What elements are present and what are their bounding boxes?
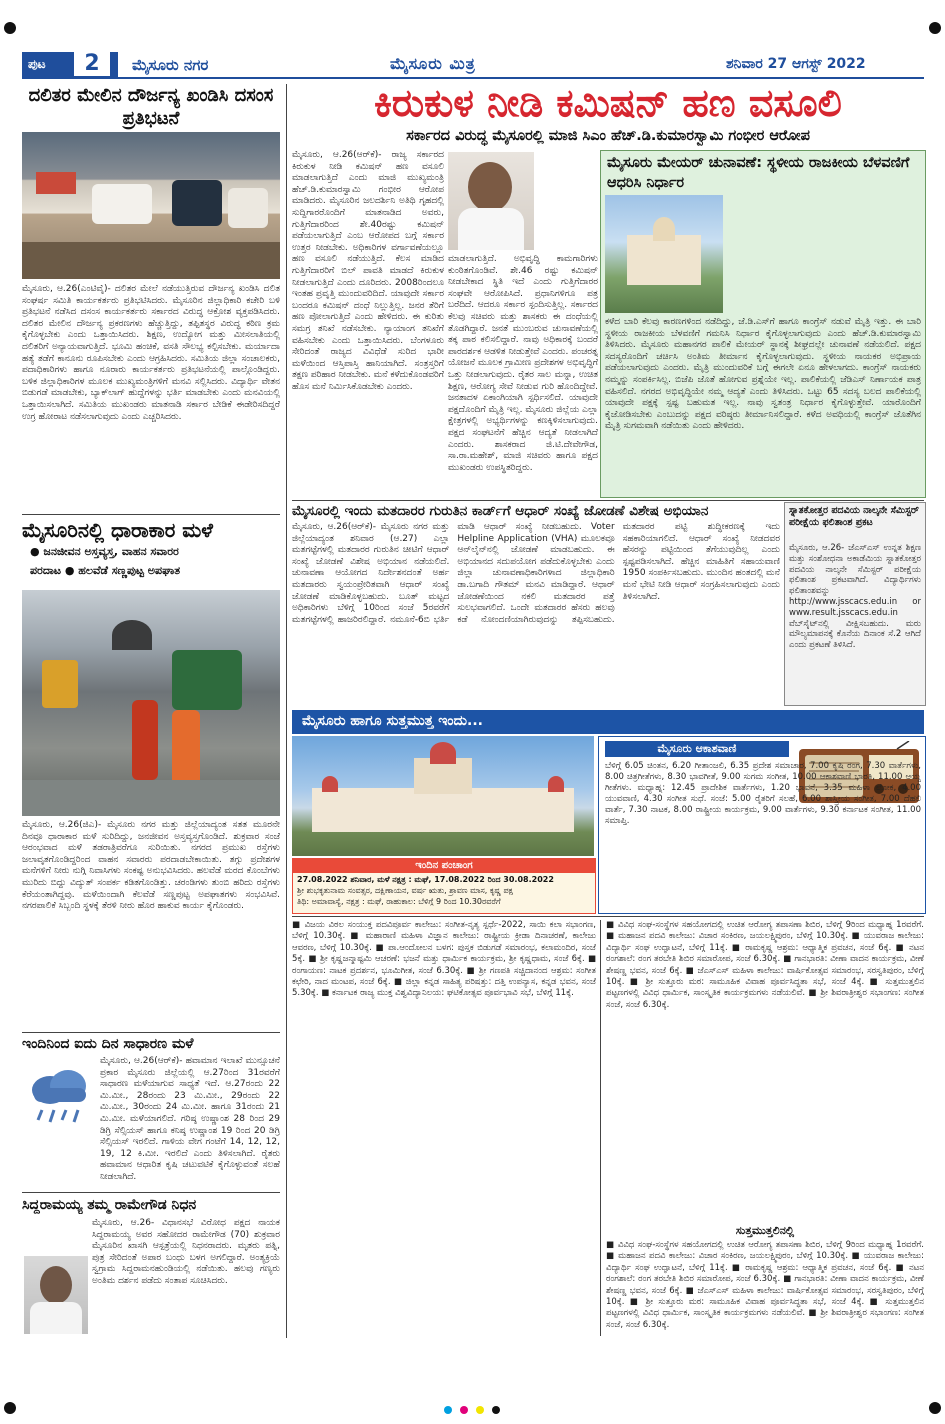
page-label: ಪುಟ	[28, 57, 46, 71]
issue-date: ಶನಿವಾರ 27 ಆಗಸ್ಟ್ 2022	[726, 56, 866, 72]
rain-subheading-1: ● ಜನಜೀವನ ಅಸ್ತವ್ಯಸ್ತ, ವಾಹನ ಸವಾರರ	[30, 545, 179, 558]
left-divider-1	[22, 514, 280, 515]
events-list-left: ■ ವಿಜಯ ವಿಠಲ ಸಂಯುಕ್ತ ಪದವಿಪೂರ್ವ ಕಾಲೇಜು: ಸಂಗೀತ-ನೃತ್ಯ ಸ್ಪರ್ಧೆ-2022, ಸಾಯಿ ಕಲಾ ಸಭಾಂಗಣ, ಬೆಳಿಗ್ಗೆ 10.30ಕ್ಕೆ. ■ ಮಹಾರಾಣಿ ಮಹಿಳಾ ವಿಜ್ಞಾನ ಕಾಲೇಜು: ರಾಷ್ಟ್ರೀಯ ಕ್ರೀಡಾ ದಿನಾಚರಣೆ, ಕಾಲೇಜು ಆವರಣ, ಬೆಳಿಗ್ಗೆ 10.30ಕ್ಕೆ. ■ ಪಾ.ಆಂದೋಲನ ಬಳಗ: ಪುಸ್ತಕ ಬಿಡುಗಡೆ ಸಮಾರಂಭ, ಕಲಾಮಂದಿರ, ಸಂಜೆ 5ಕ್ಕೆ. ■ ಶ್ರೀ ಕೃಷ್ಣಜನ್ಮಾಷ್ಟಮಿ ಆಚರಣೆ: ಭಜನೆ ಮತ್ತು ಧಾರ್ಮಿಕ ಕಾರ್ಯಕ್ರಮ, ಶ್ರೀ ಕೃಷ್ಣಧಾಮ, ಸಂಜೆ 6ಕ್ಕೆ. ■ ರಂಗಾಯಣ: ನಾಟಕ ಪ್ರದರ್ಶನ, ಭೂಮಿಗೀತ, ಸಂಜೆ 6.30ಕ್ಕೆ. ■ ಶ್ರೀ ಗಣಪತಿ ಸಚ್ಚಿದಾನಂದ ಆಶ್ರಮ: ಸಂಗೀತ ಕಛೇರಿ, ನಾದ ಮಂಟಪ, ಸಂಜೆ 6ಕ್ಕೆ. ■ ಜಿಲ್ಲಾ ಕನ್ನಡ ಸಾಹಿತ್ಯ ಪರಿಷತ್ತು: ದತ್ತಿ ಉಪನ್ಯಾಸ, ಕನ್ನಡ ಭವನ, ಸಂಜೆ 5.30ಕ್ಕೆ. ■ ಕರ್ನಾಟಕ ರಾಜ್ಯ ಮುಕ್ತ ವಿಶ್ವವಿದ್ಯಾನಿಲಯ: ಘಟಿಕೋತ್ಸವ ಪೂರ್ವಭಾವಿ ಸಭೆ, ಬೆಳಿಗ್ಗೆ 11ಕ್ಕೆ.	[292, 920, 596, 999]
obituary-portrait	[24, 1256, 88, 1334]
events-column-rule	[600, 920, 601, 1336]
section-title: ಮೈಸೂರು ನಗರ	[132, 56, 209, 74]
mayor-election-headline: ಮೈಸೂರು ಮೇಯರ್ ಚುನಾವಣೆ: ಸ್ಥಳೀಯ ರಾಜಕೀಯ ಬೆಳವಣಿಗೆ ಆಧರಿಸಿ ನಿರ್ಧಾರ	[607, 155, 910, 191]
lead-body-col1: ಮೈಸೂರು, ಆ.26(ಆರ್‌ಕೆ)- ರಾಜ್ಯ ಸರ್ಕಾರದ ಕಿರುಕುಳ ನೀಡಿ ಕಮಿಷನ್ ಹಣ ವಸೂಲಿ ಮಾಡಲಾಗುತ್ತಿದೆ ಎಂದು ಮಾಜಿ ಮುಖ್ಯಮಂತ್ರಿ ಹೆಚ್.ಡಿ.ಕುಮಾರಸ್ವಾಮಿ ಗಂಭೀರ ಆರೋಪ ಮಾಡಿದರು. ಮೈಸೂರಿನ ಜಲದರ್ಶಿನಿ ಅತಿಥಿ ಗೃಹದಲ್ಲಿ ಸುದ್ದಿಗಾರರೊಂದಿಗೆ ಮಾತನಾಡಿದ ಅವರು, ಗುತ್ತಿಗೆದಾರರಿಂದ ಶೇ.40ರಷ್ಟು ಕಮಿಷನ್ ಪಡೆಯಲಾಗುತ್ತಿದೆ ಎಂಬ ಆರೋಪದ ಬಗ್ಗೆ ಸರ್ಕಾರ ಉತ್ತರ ನೀಡಬೇಕು. ಅಧಿಕಾರಿಗಳ ವರ್ಗಾವಣೆಯಲ್ಲೂ ಹಣ ವಸೂಲಿ ನಡೆಯುತ್ತಿದೆ. ಕೆಲಸ ಮಾಡಿದ ಗುತ್ತಿಗೆದಾರರಿಗೆ ಬಿಲ್ ಪಾವತಿ ಮಾಡದೆ ಕಿರುಕುಳ ನೀಡಲಾಗುತ್ತಿದೆ ಎಂದು ದೂರಿದರು. 2008ರಿಂದಲೂ ಇಂತಹ ಪ್ರವೃತ್ತಿ ಮುಂದುವರಿದಿದೆ. ಯಾವುದೇ ಸರ್ಕಾರ ಬಂದರೂ ಕಮಿಷನ್ ದಂಧೆ ನಿಲ್ಲುತ್ತಿಲ್ಲ. ಜನರ ತೆರಿಗೆ ಹಣ ಪೋಲಾಗುತ್ತಿದೆ ಎಂದು ಹೇಳಿದರು. ಈ ಕುರಿತು ಸಮಗ್ರ ತನಿಖೆ ನಡೆಸಬೇಕು. ನ್ಯಾಯಾಂಗ ತನಿಖೆಗೆ ವಹಿಸಬೇಕು ಎಂದು ಒತ್ತಾಯಿಸಿದರು. ಬೆಂಗಳೂರು ಸೇರಿದಂತೆ ರಾಜ್ಯದ ವಿವಿಧೆಡೆ ಸುರಿದ ಭಾರೀ ಮಳೆಯಿಂದ ಆಸ್ತಿಪಾಸ್ತಿ ಹಾನಿಯಾಗಿದೆ. ಸಂತ್ರಸ್ತರಿಗೆ ತಕ್ಷಣ ಪರಿಹಾರ ನೀಡಬೇಕು. ಮನೆ ಕಳೆದುಕೊಂಡವರಿಗೆ ಹೊಸ ಮನೆ ನಿರ್ಮಿಸಿಕೊಡಬೇಕು ಎಂದರು.	[292, 150, 444, 392]
kumaraswamy-photo	[448, 152, 534, 250]
registration-mark	[4, 1402, 16, 1414]
masthead-rule	[22, 77, 924, 79]
palace-photo	[292, 736, 594, 856]
protest-photo	[22, 132, 280, 279]
panchanga-line-2: ಶ್ರೀ ಶುಭಕೃತುನಾಮ ಸಂವತ್ಸರ, ದಕ್ಷಿಣಾಯನ, ವರ್ಷ ಋತು, ಶ್ರಾವಣ ಮಾಸ, ಕೃಷ್ಣ ಪಕ್ಷ	[297, 886, 513, 895]
left-divider-2	[22, 1032, 280, 1033]
masthead	[22, 52, 924, 78]
registration-mark	[4, 22, 16, 34]
lead-body-col2: ಮಾಡಲಾಗುತ್ತಿದೆ. ಅಭಿವೃದ್ಧಿ ಕಾಮಗಾರಿಗಳು ಕುಂಠಿತಗೊಂಡಿವೆ. ಶೇ.46 ರಷ್ಟು ಕಮಿಷನ್ ನೀಡಬೇಕಾದ ಸ್ಥಿತಿ ಇದೆ ಎಂದು ಗುತ್ತಿಗೆದಾರರ ಸಂಘವೇ ಆರೋಪಿಸಿದೆ. ಪ್ರಧಾನಿಗಳಿಗೂ ಪತ್ರ ಬರೆದಿದೆ. ಆದರೂ ಸರ್ಕಾರ ಸ್ಪಂದಿಸುತ್ತಿಲ್ಲ. ಸರ್ಕಾರದ ಕೆಲವು ಸಚಿವರು ಮತ್ತು ಶಾಸಕರು ಈ ದಂಧೆಯಲ್ಲಿ ತೊಡಗಿದ್ದಾರೆ. ಜನತೆ ಮುಂಬರುವ ಚುನಾವಣೆಯಲ್ಲಿ ತಕ್ಕ ಪಾಠ ಕಲಿಸಲಿದ್ದಾರೆ. ನಾವು ಅಧಿಕಾರಕ್ಕೆ ಬಂದರೆ ಪಾರದರ್ಶಕ ಆಡಳಿತ ನೀಡುತ್ತೇವೆ ಎಂದರು. ಪಂಚರತ್ನ ಯೋಜನೆ ಮೂಲಕ ಗ್ರಾಮೀಣ ಪ್ರದೇಶಗಳ ಅಭಿವೃದ್ಧಿಗೆ ಒತ್ತು ನೀಡಲಾಗುವುದು. ರೈತರ ಸಾಲ ಮನ್ನಾ, ಉಚಿತ ಶಿಕ್ಷಣ, ಆರೋಗ್ಯ ಸೇವೆ ನೀಡುವ ಗುರಿ ಹೊಂದಿದ್ದೇವೆ. ಜನತಾದಳ ಏಕಾಂಗಿಯಾಗಿ ಸ್ಪರ್ಧಿಸಲಿದೆ. ಯಾವುದೇ ಪಕ್ಷದೊಂದಿಗೆ ಮೈತ್ರಿ ಇಲ್ಲ. ಮೈಸೂರು ಜಿಲ್ಲೆಯ ಎಲ್ಲಾ ಕ್ಷೇತ್ರಗಳಲ್ಲಿ ಅಭ್ಯರ್ಥಿಗಳನ್ನು ಕಣಕ್ಕಿಳಿಸಲಾಗುವುದು. ಪಕ್ಷದ ಸಂಘಟನೆಗೆ ಹೆಚ್ಚಿನ ಆದ್ಯತೆ ನೀಡಲಾಗಿದೆ ಎಂದರು. ಶಾಸಕರಾದ ಜಿ.ಟಿ.ದೇವೇಗೌಡ, ಸಾ.ರಾ.ಮಹೇಶ್, ಮಾಜಿ ಸಚಿವರು ಹಾಗೂ ಪಕ್ಷದ ಮುಖಂಡರು ಉಪಸ್ಥಿತರಿದ್ದರು.	[448, 254, 598, 473]
rain-body: ಮೈಸೂರು, ಆ.26(ಜಿಎ)- ಮೈಸೂರು ನಗರ ಮತ್ತು ಜಿಲ್ಲೆಯಾದ್ಯಂತ ಸತತ ಮೂರನೇ ದಿನವೂ ಧಾರಾಕಾರ ಮಳೆ ಸುರಿದಿದ್ದು, ಜನಜೀವನ ಅಸ್ತವ್ಯಸ್ತಗೊಂಡಿದೆ. ಶುಕ್ರವಾರ ಸಂಜೆ ಆರಂಭವಾದ ಮಳೆ ತಡರಾತ್ರಿವರೆಗೂ ಸುರಿಯಿತು. ನಗರದ ಪ್ರಮುಖ ರಸ್ತೆಗಳು ಜಲಾವೃತಗೊಂಡಿದ್ದರಿಂದ ವಾಹನ ಸವಾರರು ಪರದಾಡಬೇಕಾಯಿತು. ತಗ್ಗು ಪ್ರದೇಶಗಳ ಮನೆಗಳಿಗೆ ನೀರು ನುಗ್ಗಿ ನಿವಾಸಿಗಳು ಸಂಕಷ್ಟ ಅನುಭವಿಸಿದರು. ಹಲವೆಡೆ ಮರದ ಕೊಂಬೆಗಳು ಮುರಿದು ಬಿದ್ದು ವಿದ್ಯುತ್ ಸಂಪರ್ಕ ಕಡಿತಗೊಂಡಿತ್ತು. ಚರಂಡಿಗಳು ತುಂಬಿ ಹರಿದು ರಸ್ತೆಗಳು ಕೆರೆಯಂತಾಗಿದ್ದವು. ಮಳೆಯಿಂದಾಗಿ ಕೆಲವೆಡೆ ಸಣ್ಣಪುಟ್ಟ ಅಪಘಾತಗಳು ಸಂಭವಿಸಿವೆ. ನಗರಪಾಲಿಕೆ ಸಿಬ್ಬಂದಿ ಸ್ಥಳಕ್ಕೆ ತೆರಳಿ ನೀರು ಹೊರ ಹಾಕುವ ಕಾರ್ಯ ಕೈಗೊಂಡರು.	[22, 820, 280, 912]
events-banner-title: ಮೈಸೂರು ಹಾಗೂ ಸುತ್ತಮುತ್ತ ಇಂದು...	[302, 713, 483, 729]
lead-subheadline: ಸರ್ಕಾರದ ವಿರುದ್ಧ ಮೈಸೂರಲ್ಲಿ ಮಾಜಿ ಸಿಎಂ ಹೆಚ್.ಡಿ.ಕುಮಾರಸ್ವಾಮಿ ಗಂಭೀರ ಆರೋಪ	[406, 128, 810, 144]
registration-mark	[929, 1402, 941, 1414]
dalit-protest-headline: ದಲಿತರ ಮೇಲಿನ ದೌರ್ಜನ್ಯ ಖಂಡಿಸಿ ದಸಂಸ ಪ್ರತಿಭಟನೆ	[28, 85, 274, 129]
page-number: 2	[74, 50, 110, 76]
rain-subheading-2: ಪರದಾಟ ● ಹಲವೆಡೆ ಸಣ್ಣಪುಟ್ಟ ಅಪಘಾತ	[30, 564, 181, 577]
mayor-election-body: ಕಳೆದ ಬಾರಿ ಕೆಲವು ಕಾರಣಗಳಿಂದ ನಡೆದಿದ್ದು, ಜೆ.ಡಿ.ಎಸ್‌ಗೆ ಹಾಗೂ ಕಾಂಗ್ರೆಸ್ ನಡುವೆ ಮೈತ್ರಿ ಇತ್ತು. ಈ ಬಾರಿ ಸ್ಥಳೀಯ ರಾಜಕೀಯ ಬೆಳವಣಿಗೆ ಗಮನಿಸಿ ನಿರ್ಧಾರ ಕೈಗೊಳ್ಳಲಾಗುವುದು ಎಂದು ಹೆಚ್.ಡಿ.ಕುಮಾರಸ್ವಾಮಿ ತಿಳಿಸಿದರು. ಮೈಸೂರು ಮಹಾನಗರ ಪಾಲಿಕೆ ಮೇಯರ್ ಸ್ಥಾನಕ್ಕೆ ಶೀಘ್ರದಲ್ಲೇ ಚುನಾವಣೆ ನಡೆಯಲಿದೆ. ಪಕ್ಷದ ಸದಸ್ಯರೊಂದಿಗೆ ಚರ್ಚಿಸಿ ಅಂತಿಮ ತೀರ್ಮಾನ ಕೈಗೊಳ್ಳಲಾಗುವುದು. ಸ್ಥಳೀಯ ನಾಯಕರ ಅಭಿಪ್ರಾಯ ಪಡೆಯಲಾಗುವುದು ಎಂದರು. ಮೈತ್ರಿ ಮುಂದುವರಿಕೆ ಬಗ್ಗೆ ಈಗಲೇ ಏನೂ ಹೇಳಲಾಗದು. ಕಾಂಗ್ರೆಸ್ ನಾಯಕರು ನಮ್ಮನ್ನು ಸಂಪರ್ಕಿಸಿಲ್ಲ. ಬಿಜೆಪಿ ಜೊತೆ ಹೋಗುವ ಪ್ರಶ್ನೆಯೇ ಇಲ್ಲ. ಪಾಲಿಕೆಯಲ್ಲಿ ಜೆಡಿಎಸ್ ನಿರ್ಣಾಯಕ ಪಾತ್ರ ವಹಿಸಲಿದೆ. ನಗರದ ಅಭಿವೃದ್ಧಿಯೇ ನಮ್ಮ ಆದ್ಯತೆ ಎಂದು ತಿಳಿಸಿದರು. ಒಟ್ಟು 65 ಸದಸ್ಯ ಬಲದ ಪಾಲಿಕೆಯಲ್ಲಿ ಯಾವುದೇ ಪಕ್ಷಕ್ಕೆ ಸ್ಪಷ್ಟ ಬಹುಮತ ಇಲ್ಲ. ನಾವು ಸ್ವತಂತ್ರ ನಿರ್ಧಾರ ಕೈಗೊಳ್ಳುತ್ತೇವೆ. ಯಾರೊಂದಿಗೆ ಕೈಜೋಡಿಸಬೇಕು ಎಂಬುದನ್ನು ಪಕ್ಷದ ವರಿಷ್ಠರು ತೀರ್ಮಾನಿಸಲಿದ್ದಾರೆ. ಕಳೆದ ಅವಧಿಯಲ್ಲಿ ಕಾಂಗ್ರೆಸ್ ಜೊತೆಗಿನ ಮೈತ್ರಿ ಸುಗಮವಾಗಿ ನಡೆಯಿತು ಎಂದು ಹೇಳಿದರು.	[605, 317, 921, 432]
paper-name: ಮೈಸೂರು ಮಿತ್ರ	[390, 54, 476, 73]
forecast-body: ಮೈಸೂರು, ಆ.26(ಆರ್‌ಕೆ)- ಹವಾಮಾನ ಇಲಾಖೆ ಮುನ್ಸೂಚನೆ ಪ್ರಕಾರ ಮೈಸೂರು ಜಿಲ್ಲೆಯಲ್ಲಿ ಆ.27ರಿಂದ 31ರವರೆಗೆ ಸಾಧಾರಣ ಮಳೆಯಾಗುವ ಸಾಧ್ಯತೆ ಇದೆ. ಆ.27ರಂದು 22 ಮಿ.ಮೀ., 28ರಂದು 23 ಮಿ.ಮೀ., 29ರಂದು 22 ಮಿ.ಮೀ., 30ರಂದು 24 ಮಿ.ಮೀ. ಹಾಗೂ 31ರಂದು 21 ಮಿ.ಮೀ. ಮಳೆಯಾಗಲಿದೆ. ಗರಿಷ್ಠ ಉಷ್ಣಾಂಶ 28 ರಿಂದ 29 ಡಿಗ್ರಿ ಸೆಲ್ಸಿಯಸ್ ಹಾಗೂ ಕನಿಷ್ಠ ಉಷ್ಣಾಂಶ 19 ರಿಂದ 20 ಡಿಗ್ರಿ ಸೆಲ್ಸಿಯಸ್ ಇರಲಿದೆ. ಗಾಳಿಯ ವೇಗ ಗಂಟೆಗೆ 14, 12, 12, 19, 12 ಕಿ.ಮೀ. ಇರಲಿದೆ ಎಂದು ತಿಳಿಸಲಾಗಿದೆ. ರೈತರು ಹವಾಮಾನ ಆಧಾರಿತ ಕೃಷಿ ಚಟುವಟಿಕೆ ಕೈಗೊಳ್ಳುವಂತೆ ಸಲಹೆ ನೀಡಲಾಗಿದೆ.	[100, 1056, 280, 1182]
color-bar	[444, 1406, 504, 1414]
lead-headline: ಕಿರುಕುಳ ನೀಡಿ ಕಮಿಷನ್ ಹಣ ವಸೂಲಿ	[374, 81, 842, 125]
lead-bottom-rule	[292, 500, 924, 501]
radio-title-band	[605, 741, 789, 757]
rain-headline: ಮೈಸೂರಿನಲ್ಲಿ ಧಾರಾಕಾರ ಮಳೆ	[22, 518, 213, 542]
registration-mark	[929, 22, 941, 34]
aadhaar-headline: ಮೈಸೂರಲ್ಲಿ ಇಂದು ಮತದಾರರ ಗುರುತಿನ ಕಾರ್ಡ್‌ಗೆ ಆಧಾರ್ ಸಂಖ್ಯೆ ಜೋಡಣೆ ವಿಶೇಷ ಅಭಿಯಾನ	[292, 503, 709, 519]
obituary-body: ಮೈಸೂರು, ಆ.26- ವಿಧಾನಸಭೆ ವಿರೋಧ ಪಕ್ಷದ ನಾಯಕ ಸಿದ್ದರಾಮಯ್ಯ ಅವರ ಸಹೋದರ ರಾಮೇಗೌಡ (70) ಶುಕ್ರವಾರ ಮೈಸೂರಿನ ಖಾಸಗಿ ಆಸ್ಪತ್ರೆಯಲ್ಲಿ ನಿಧನರಾದರು. ಮೃತರು ಪತ್ನಿ, ಪುತ್ರ ಸೇರಿದಂತೆ ಅಪಾರ ಬಂಧು ಬಳಗ ಅಗಲಿದ್ದಾರೆ. ಅಂತ್ಯಕ್ರಿಯೆ ಸ್ವಗ್ರಾಮ ಸಿದ್ದರಾಮನಹುಂಡಿಯಲ್ಲಿ ನಡೆಯಿತು. ಹಲವು ಗಣ್ಯರು ಅಂತಿಮ ದರ್ಶನ ಪಡೆದು ಸಂತಾಪ ಸೂಚಿಸಿದರು.	[92, 1218, 280, 1286]
radio-title: ಮೈಸೂರು ಆಕಾಶವಾಣಿ	[657, 742, 737, 755]
panchanga-band	[293, 859, 595, 873]
rain-photo	[22, 590, 280, 816]
results-box	[784, 502, 926, 706]
mayor-election-box	[600, 150, 926, 498]
panchanga-line-3: ತಿಥಿ: ಅಮಾವಾಸ್ಯೆ, ನಕ್ಷತ್ರ : ಮಘೆ, ರಾಹುಕಾಲ: ಬೆಳಿಗ್ಗೆ 9 ರಿಂದ 10.30ರವರೆಗೆ	[297, 897, 501, 906]
results-body: ಮೈಸೂರು, ಆ.26- ಜೆಎಸ್‌ಎಸ್ ಉನ್ನತ ಶಿಕ್ಷಣ ಮತ್ತು ಸಂಶೋಧನಾ ಅಕಾಡೆಮಿಯ ಸ್ನಾತಕೋತ್ತರ ಪದವಿಯ ನಾಲ್ಕನೇ ಸೆಮಿಸ್ಟರ್ ಪರೀಕ್ಷೆಯ ಫಲಿತಾಂಶ ಪ್ರಕಟವಾಗಿದೆ. ವಿದ್ಯಾರ್ಥಿಗಳು ಫಲಿತಾಂಶವನ್ನು http://www.jsscacs.edu.in or www.result.jsscacs.edu.in ವೆಬ್‌ಸೈಟ್‌ನಲ್ಲಿ ವೀಕ್ಷಿಸಬಹುದು. ಮರು ಮೌಲ್ಯಮಾಪನಕ್ಕೆ ಕೊನೆಯ ದಿನಾಂಕ ಸೆ.2 ಆಗಿದೆ ಎಂದು ಪ್ರಕಟಣೆ ತಿಳಿಸಿದೆ.	[789, 543, 921, 651]
panchanga-box	[292, 858, 596, 914]
dalit-protest-body: ಮೈಸೂರು, ಆ.26(ಎಂಟಿವೈ)- ದಲಿತರ ಮೇಲೆ ನಡೆಯುತ್ತಿರುವ ದೌರ್ಜನ್ಯ ಖಂಡಿಸಿ ದಲಿತ ಸಂಘರ್ಷ ಸಮಿತಿ ಕಾರ್ಯಕರ್ತರು ಪ್ರತಿಭಟಿಸಿದರು. ಮೈಸೂರಿನ ಜಿಲ್ಲಾಧಿಕಾರಿ ಕಚೇರಿ ಬಳಿ ಪ್ರತಿಭಟನೆ ನಡೆಸಿದ ದಸಂಸ ಕಾರ್ಯಕರ್ತರು ಸರ್ಕಾರದ ವಿರುದ್ಧ ಆಕ್ರೋಶ ವ್ಯಕ್ತಪಡಿಸಿದರು. ದಲಿತರ ಮೇಲಿನ ದೌರ್ಜನ್ಯ ಪ್ರಕರಣಗಳು ಹೆಚ್ಚುತ್ತಿದ್ದು, ತಪ್ಪಿತಸ್ಥರ ವಿರುದ್ಧ ಕಠಿಣ ಕ್ರಮ ಕೈಗೊಳ್ಳಬೇಕು ಎಂದು ಒತ್ತಾಯಿಸಿದರು. ಶಿಕ್ಷಣ, ಉದ್ಯೋಗ ಮತ್ತು ಮೀಸಲಾತಿಯಲ್ಲಿ ದಲಿತರಿಗೆ ಅನ್ಯಾಯವಾಗುತ್ತಿದೆ. ಭೂಮಿ ಹಂಚಿಕೆ, ವಸತಿ ಸೌಲಭ್ಯ ಕಲ್ಪಿಸಬೇಕು. ಮರ್ಯಾದಾ ಹತ್ಯೆ ತಡೆಗೆ ಕಾನೂನು ರೂಪಿಸಬೇಕು ಎಂದು ಆಗ್ರಹಿಸಿದರು. ಸಮಿತಿಯ ಜಿಲ್ಲಾ ಸಂಚಾಲಕರು, ಪದಾಧಿಕಾರಿಗಳು ಹಾಗೂ ನೂರಾರು ಕಾರ್ಯಕರ್ತರು ಪ್ರತಿಭಟನೆಯಲ್ಲಿ ಪಾಲ್ಗೊಂಡಿದ್ದರು. ಬಳಿಕ ಜಿಲ್ಲಾಧಿಕಾರಿಗಳ ಮೂಲಕ ಮುಖ್ಯಮಂತ್ರಿಗಳಿಗೆ ಮನವಿ ಸಲ್ಲಿಸಿದರು. ವಿದ್ಯಾರ್ಥಿ ವೇತನ ಬಿಡುಗಡೆ ಮಾಡಬೇಕು, ಬ್ಯಾಕ್‌ಲಾಗ್ ಹುದ್ದೆಗಳನ್ನು ಭರ್ತಿ ಮಾಡಬೇಕು ಎಂದು ಮನವಿಯಲ್ಲಿ ಒತ್ತಾಯಿಸಲಾಗಿದೆ. ಸಮಿತಿಯ ಮುಖಂಡರು ಮಾತನಾಡಿ ಸರ್ಕಾರ ಬೇಡಿಕೆ ಈಡೇರಿಸದಿದ್ದರೆ ಉಗ್ರ ಹೋರಾಟ ನಡೆಸಲಾಗುವುದು ಎಂದು ಎಚ್ಚರಿಸಿದರು.	[22, 284, 280, 422]
nearby-heading: ಸುತ್ತಮುತ್ತಲಿನಲ್ಲಿ	[735, 1224, 795, 1237]
left-divider-3	[22, 1192, 280, 1193]
city-hall-photo	[605, 195, 723, 313]
radio-schedule: ಬೆಳಿಗ್ಗೆ 6.05 ಚಿಂತನ, 6.20 ಗೀತಾಂಜಲಿ, 6.35 ಪ್ರದೇಶ ಸಮಾಚಾರ, 7.00 ಕೃಷಿ ರಂಗ, 7.30 ವಾರ್ತೆಗಳು, 8.00 ಚಿತ್ರಗೀತೆಗಳು, 8.30 ಭಾವಗೀತೆ, 9.00 ಸುಗಮ ಸಂಗೀತ, 10.00 ಆಕಾಶವಾಣಿ ಭಾರತಿ, 11.00 ಆಯ್ದ ಗೀತೆಗಳು. ಮಧ್ಯಾಹ್ನ: 12.45 ಪ್ರಾದೇಶಿಕ ವಾರ್ತೆಗಳು, 1.20 ಭಾವನೆ, 3.35 ಮಹಿಳಾ ಲೋಕ, 4.00 ಯುವವಾಣಿ, 4.30 ಸಂಗೀತ ಸುಧೆ. ಸಂಜೆ: 5.00 ರೈತರಿಗೆ ಸಲಹೆ, 6.00 ಶಾಸ್ತ್ರೀಯ ಸಂಗೀತ, 7.00 ದೆಹಲಿ ವಾರ್ತೆ, 7.30 ನಾಟಕ, 8.00 ರಾಷ್ಟ್ರೀಯ ಕಾರ್ಯಕ್ರಮ, 9.00 ವಾರ್ತೆಗಳು, 9.30 ಕರ್ನಾಟಕ ಸಂಗೀತ, 11.00 ಸಮಾಪ್ತಿ.	[605, 761, 921, 826]
panchanga-title: ಇಂದಿನ ಪಂಚಾಂಗ	[415, 860, 473, 871]
aadhaar-body: ಮೈಸೂರು, ಆ.26(ಆರ್‌ಕೆ)- ಮೈಸೂರು ನಗರ ಮತ್ತು ಜಿಲ್ಲೆಯಾದ್ಯಂತ ಶನಿವಾರ (ಆ.27) ಎಲ್ಲಾ ಮತಗಟ್ಟೆಗಳಲ್ಲಿ ಮತದಾರರ ಗುರುತಿನ ಚೀಟಿಗೆ ಆಧಾರ್ ಸಂಖ್ಯೆ ಜೋಡಣೆ ವಿಶೇಷ ಅಭಿಯಾನ ನಡೆಯಲಿದೆ. ಚುನಾವಣಾ ಆಯೋಗದ ನಿರ್ದೇಶನದಂತೆ ಅರ್ಹ ಮತದಾರರು ಸ್ವಯಂಪ್ರೇರಿತವಾಗಿ ಆಧಾರ್ ಸಂಖ್ಯೆ ಜೋಡಣೆ ಮಾಡಿಕೊಳ್ಳಬಹುದು. ಬೂತ್ ಮಟ್ಟದ ಅಧಿಕಾರಿಗಳು ಬೆಳಿಗ್ಗೆ 10ರಿಂದ ಸಂಜೆ 5ರವರೆಗೆ ಮತಗಟ್ಟೆಗಳಲ್ಲಿ ಹಾಜರಿರಲಿದ್ದಾರೆ. ನಮೂನೆ-6ಬಿ ಭರ್ತಿ ಮಾಡಿ ಆಧಾರ್ ಸಂಖ್ಯೆ ನೀಡಬಹುದು. Voter Helpline Application (VHA) ಮೂಲಕವೂ ಆನ್‌ಲೈನ್‌ನಲ್ಲಿ ಜೋಡಣೆ ಮಾಡಬಹುದು. ಈ ಅಭಿಯಾನದ ಸದುಪಯೋಗ ಪಡೆದುಕೊಳ್ಳಬೇಕು ಎಂದು ಜಿಲ್ಲಾ ಚುನಾವಣಾಧಿಕಾರಿಗಳಾದ ಜಿಲ್ಲಾಧಿಕಾರಿ ಡಾ.ಬಗಾದಿ ಗೌತಮ್ ಮನವಿ ಮಾಡಿದ್ದಾರೆ. ಆಧಾರ್ ಜೋಡಣೆಯಿಂದ ನಕಲಿ ಮತದಾರರ ಪತ್ತೆ ಸುಲಭವಾಗಲಿದೆ. ಒಂದೇ ಮತದಾರರ ಹೆಸರು ಹಲವು ಕಡೆ ನೋಂದಣಿಯಾಗಿರುವುದನ್ನು ತಪ್ಪಿಸಬಹುದು. ಮತದಾರರ ಪಟ್ಟಿ ಶುದ್ಧೀಕರಣಕ್ಕೆ ಇದು ಸಹಕಾರಿಯಾಗಲಿದೆ. ಆಧಾರ್ ಸಂಖ್ಯೆ ನೀಡದವರ ಹೆಸರನ್ನು ಪಟ್ಟಿಯಿಂದ ತೆಗೆಯುವುದಿಲ್ಲ ಎಂದು ಸ್ಪಷ್ಟಪಡಿಸಲಾಗಿದೆ. ಹೆಚ್ಚಿನ ಮಾಹಿತಿಗೆ ಸಹಾಯವಾಣಿ 1950 ಸಂಪರ್ಕಿಸಬಹುದು. ಮುಂದಿನ ಹಂತದಲ್ಲಿ ಮನೆ ಮನೆ ಭೇಟಿ ನೀಡಿ ಆಧಾರ್ ಸಂಗ್ರಹಿಸಲಾಗುವುದು ಎಂದು ತಿಳಿಸಲಾಗಿದೆ.	[292, 522, 780, 625]
rain-cloud-icon	[24, 1062, 94, 1132]
column-divider	[286, 84, 287, 1338]
events-banner	[292, 710, 924, 734]
obituary-headline: ಸಿದ್ದರಾಮಯ್ಯ ತಮ್ಮ ರಾಮೇಗೌಡ ನಿಧನ	[22, 1197, 197, 1213]
events-list-right: ■ ವಿವಿಧ ಸಂಘ-ಸಂಸ್ಥೆಗಳ ಸಹಯೋಗದಲ್ಲಿ ಉಚಿತ ಆರೋಗ್ಯ ತಪಾಸಣಾ ಶಿಬಿರ, ಬೆಳಿಗ್ಗೆ 9ರಿಂದ ಮಧ್ಯಾಹ್ನ 1ರವರೆಗೆ. ■ ಮಹಾಜನ ಪದವಿ ಕಾಲೇಜು: ವಿಚಾರ ಸಂಕಿರಣ, ಜಯಲಕ್ಷ್ಮಿಪುರಂ, ಬೆಳಿಗ್ಗೆ 10.30ಕ್ಕೆ. ■ ಯುವರಾಜ ಕಾಲೇಜು: ವಿದ್ಯಾರ್ಥಿ ಸಂಘ ಉದ್ಘಾಟನೆ, ಬೆಳಿಗ್ಗೆ 11ಕ್ಕೆ. ■ ರಾಮಕೃಷ್ಣ ಆಶ್ರಮ: ಆಧ್ಯಾತ್ಮಿಕ ಪ್ರವಚನ, ಸಂಜೆ 6ಕ್ಕೆ. ■ ನಟನ ರಂಗಶಾಲೆ: ರಂಗ ತರಬೇತಿ ಶಿಬಿರ ಸಮಾರೋಪ, ಸಂಜೆ 6.30ಕ್ಕೆ. ■ ಗಾನಭಾರತಿ: ವೀಣಾ ವಾದನ ಕಾರ್ಯಕ್ರಮ, ವೀಣೆ ಶೇಷಣ್ಣ ಭವನ, ಸಂಜೆ 6ಕ್ಕೆ. ■ ಜೆಎಸ್‌ಎಸ್ ಮಹಿಳಾ ಕಾಲೇಜು: ವಾರ್ಷಿಕೋತ್ಸವ ಸಮಾರಂಭ, ಸರಸ್ವತಿಪುರಂ, ಬೆಳಿಗ್ಗೆ 10ಕ್ಕೆ. ■ ಶ್ರೀ ಸುತ್ತೂರು ಮಠ: ಸಾಮೂಹಿಕ ವಿವಾಹ ಪೂರ್ವಸಿದ್ಧತಾ ಸಭೆ, ಸಂಜೆ 4ಕ್ಕೆ. ■ ಸುತ್ತಮುತ್ತಲಿನ ಪಟ್ಟಣಗಳಲ್ಲಿ ವಿವಿಧ ಧಾರ್ಮಿಕ, ಸಾಂಸ್ಕೃತಿಕ ಕಾರ್ಯಕ್ರಮಗಳು ನಡೆಯಲಿವೆ. ■ ಶ್ರೀ ಶಿವರಾತ್ರೀಶ್ವರ ಸಭಾಂಗಣ: ಸಂಗೀತ ಸಂಜೆ, ಸಂಜೆ 6.30ಕ್ಕೆ.	[606, 920, 924, 1010]
radio-box	[598, 736, 926, 914]
events-rule	[292, 916, 924, 917]
panchanga-line-1: 27.08.2022 ಶನಿವಾರ, ಮಳೆ ನಕ್ಷತ್ರ : ಮಘೆ, 17.08.2022 ರಿಂದ 30.08.2022	[297, 875, 554, 884]
page-number-tab	[22, 52, 118, 78]
results-headline: ಸ್ನಾತಕೋತ್ತರ ಪದವಿಯ ನಾಲ್ಕನೇ ಸೆಮಿಸ್ಟರ್ ಪರೀಕ್ಷೆಯ ಫಲಿತಾಂಶ ಪ್ರಕಟ	[789, 505, 919, 528]
events-list-nearby: ■ ವಿವಿಧ ಸಂಘ-ಸಂಸ್ಥೆಗಳ ಸಹಯೋಗದಲ್ಲಿ ಉಚಿತ ಆರೋಗ್ಯ ತಪಾಸಣಾ ಶಿಬಿರ, ಬೆಳಿಗ್ಗೆ 9ರಿಂದ ಮಧ್ಯಾಹ್ನ 1ರವರೆಗೆ. ■ ಮಹಾಜನ ಪದವಿ ಕಾಲೇಜು: ವಿಚಾರ ಸಂಕಿರಣ, ಜಯಲಕ್ಷ್ಮಿಪುರಂ, ಬೆಳಿಗ್ಗೆ 10.30ಕ್ಕೆ. ■ ಯುವರಾಜ ಕಾಲೇಜು: ವಿದ್ಯಾರ್ಥಿ ಸಂಘ ಉದ್ಘಾಟನೆ, ಬೆಳಿಗ್ಗೆ 11ಕ್ಕೆ. ■ ರಾಮಕೃಷ್ಣ ಆಶ್ರಮ: ಆಧ್ಯಾತ್ಮಿಕ ಪ್ರವಚನ, ಸಂಜೆ 6ಕ್ಕೆ. ■ ನಟನ ರಂಗಶಾಲೆ: ರಂಗ ತರಬೇತಿ ಶಿಬಿರ ಸಮಾರೋಪ, ಸಂಜೆ 6.30ಕ್ಕೆ. ■ ಗಾನಭಾರತಿ: ವೀಣಾ ವಾದನ ಕಾರ್ಯಕ್ರಮ, ವೀಣೆ ಶೇಷಣ್ಣ ಭವನ, ಸಂಜೆ 6ಕ್ಕೆ. ■ ಜೆಎಸ್‌ಎಸ್ ಮಹಿಳಾ ಕಾಲೇಜು: ವಾರ್ಷಿಕೋತ್ಸವ ಸಮಾರಂಭ, ಸರಸ್ವತಿಪುರಂ, ಬೆಳಿಗ್ಗೆ 10ಕ್ಕೆ. ■ ಶ್ರೀ ಸುತ್ತೂರು ಮಠ: ಸಾಮೂಹಿಕ ವಿವಾಹ ಪೂರ್ವಸಿದ್ಧತಾ ಸಭೆ, ಸಂಜೆ 4ಕ್ಕೆ. ■ ಸುತ್ತಮುತ್ತಲಿನ ಪಟ್ಟಣಗಳಲ್ಲಿ ವಿವಿಧ ಧಾರ್ಮಿಕ, ಸಾಂಸ್ಕೃತಿಕ ಕಾರ್ಯಕ್ರಮಗಳು ನಡೆಯಲಿವೆ. ■ ಶ್ರೀ ಶಿವರಾತ್ರೀಶ್ವರ ಸಭಾಂಗಣ: ಸಂಗೀತ ಸಂಜೆ, ಸಂಜೆ 6.30ಕ್ಕೆ.	[606, 1240, 924, 1330]
forecast-headline: ಇಂದಿನಿಂದ ಐದು ದಿನ ಸಾಧಾರಣ ಮಳೆ	[22, 1036, 194, 1052]
